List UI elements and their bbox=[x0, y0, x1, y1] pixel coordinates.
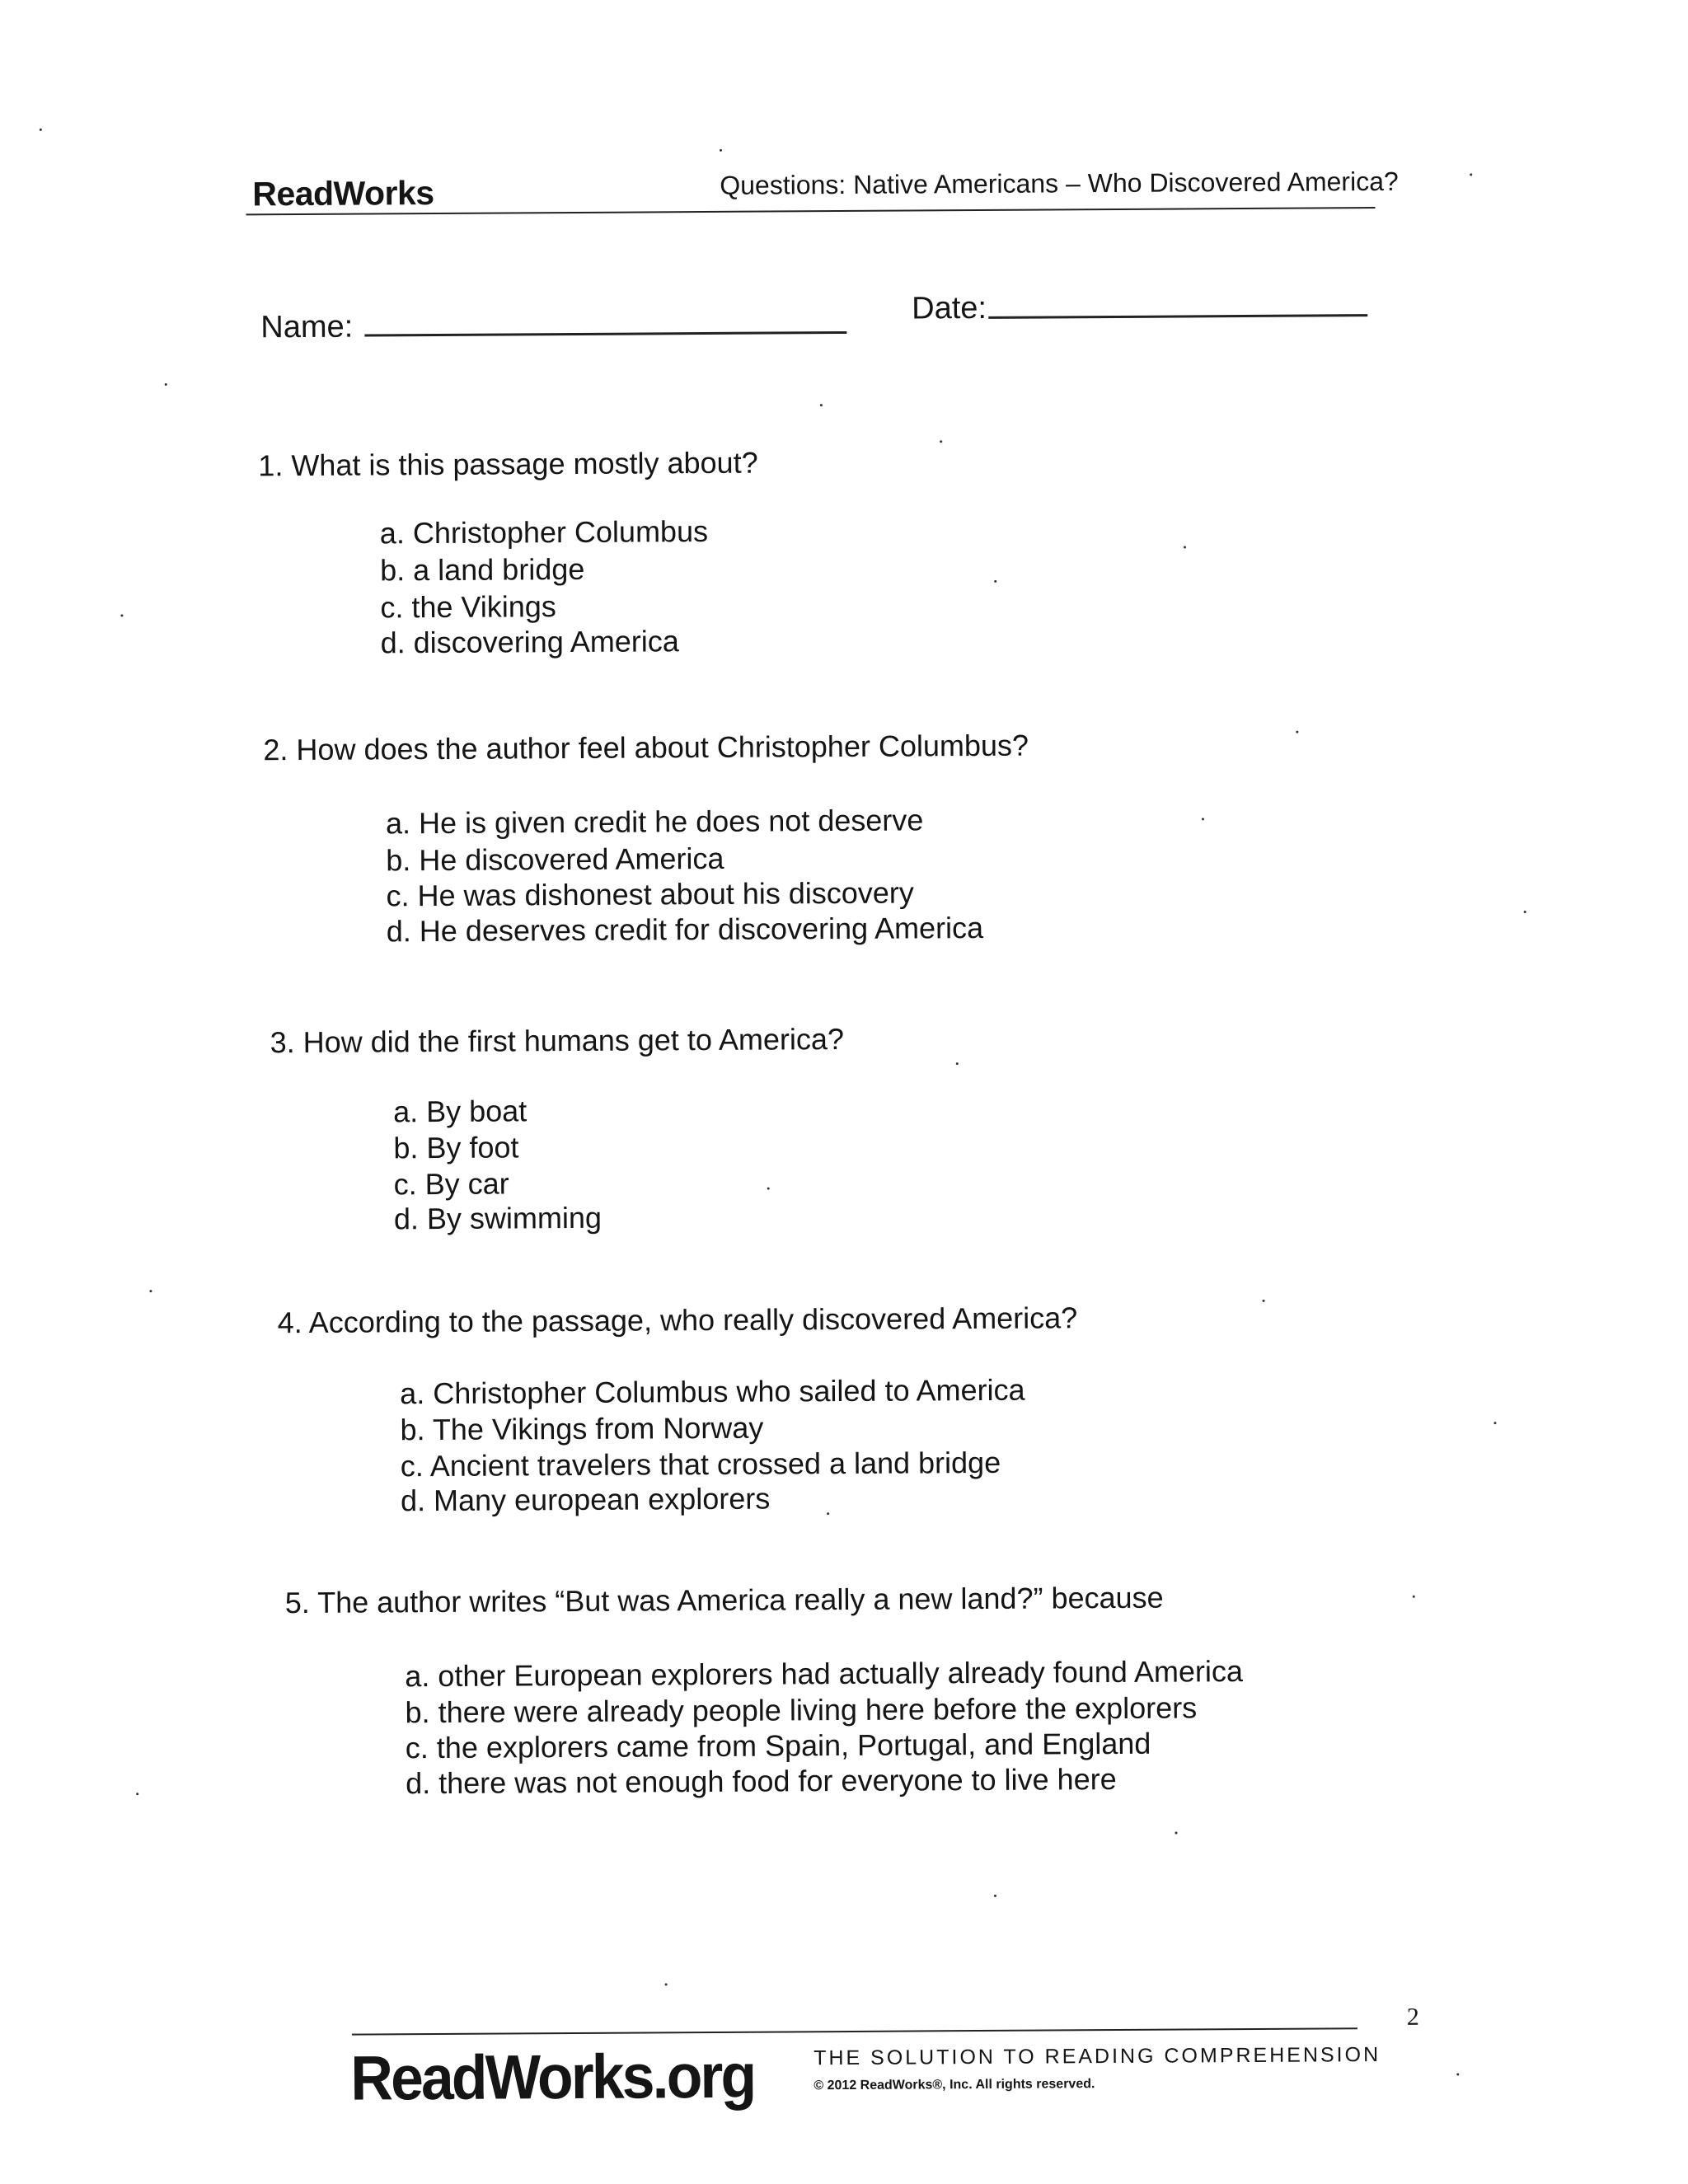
scan-speck bbox=[767, 1188, 770, 1190]
scan-speck bbox=[1175, 1832, 1177, 1835]
question-1-option-b[interactable]: b. a land bridge bbox=[379, 551, 585, 588]
question-3-option-b[interactable]: b. By foot bbox=[393, 1130, 519, 1165]
scan-speck bbox=[1413, 1596, 1415, 1598]
question-2-option-d[interactable]: d. He deserves credit for discovering America bbox=[386, 910, 984, 949]
scan-speck bbox=[665, 1983, 668, 1985]
scan-speck bbox=[165, 383, 167, 386]
footer-brand: ReadWorks.org bbox=[350, 2041, 755, 2114]
name-label: Name: bbox=[260, 309, 354, 345]
footer-tagline: THE SOLUTION TO READING COMPREHENSION bbox=[814, 2043, 1381, 2070]
question-5-option-b[interactable]: b. there were already people living here before the explorers bbox=[405, 1690, 1198, 1730]
question-3-option-a[interactable]: a. By boat bbox=[393, 1094, 528, 1129]
question-2-option-c[interactable]: c. He was dishonest about his discovery bbox=[386, 875, 914, 913]
question-4: 4. According to the passage, who really discovered America? bbox=[277, 1301, 1078, 1340]
scan-speck bbox=[827, 1512, 829, 1515]
question-2: 2. How does the author feel about Christopher Columbus? bbox=[263, 728, 1029, 767]
question-1-option-a[interactable]: a. Christopher Columbus bbox=[379, 513, 709, 551]
question-5-option-d[interactable]: d. there was not enough food for everyone to live here bbox=[405, 1761, 1117, 1801]
scan-speck bbox=[1456, 2073, 1459, 2075]
question-1-option-d[interactable]: d. discovering America bbox=[380, 624, 679, 660]
scan-speck bbox=[1524, 911, 1526, 913]
header-title: Questions: Native Americans – Who Discovered America? bbox=[720, 166, 1399, 200]
date-field[interactable] bbox=[988, 314, 1367, 319]
scan-speck bbox=[120, 614, 123, 616]
page-number: 2 bbox=[1406, 2003, 1419, 2031]
question-2-option-a[interactable]: a. He is given credit he does not deserve bbox=[385, 803, 924, 841]
scan-speck bbox=[136, 1793, 138, 1795]
question-5: 5. The author writes “But was America really a new land?” because bbox=[284, 1580, 1164, 1620]
question-1: 1. What is this passage mostly about? bbox=[258, 445, 758, 483]
question-4-option-b[interactable]: b. The Vikings from Norway bbox=[400, 1410, 764, 1447]
question-2-option-b[interactable]: b. He discovered America bbox=[386, 841, 724, 878]
scan-speck bbox=[994, 580, 996, 583]
scan-speck bbox=[1263, 1300, 1265, 1302]
scan-speck bbox=[940, 440, 942, 443]
scan-speck bbox=[1184, 546, 1186, 548]
footer-copyright: © 2012 ReadWorks®, Inc. All rights reserved. bbox=[814, 2077, 1095, 2093]
name-field[interactable] bbox=[364, 331, 846, 337]
scan-speck bbox=[994, 1895, 996, 1897]
scan-speck bbox=[720, 149, 722, 152]
question-4-option-a[interactable]: a. Christopher Columbus who sailed to America bbox=[400, 1372, 1025, 1411]
question-1-option-c[interactable]: c. the Vikings bbox=[380, 589, 556, 625]
question-4-option-d[interactable]: d. Many european explorers bbox=[400, 1481, 771, 1518]
header-brand: ReadWorks bbox=[252, 174, 434, 213]
footer-divider bbox=[352, 2027, 1357, 2035]
question-3-option-d[interactable]: d. By swimming bbox=[393, 1200, 603, 1236]
scan-speck bbox=[149, 1290, 152, 1292]
scan-speck bbox=[1202, 818, 1204, 820]
scan-speck bbox=[1296, 731, 1298, 733]
question-3: 3. How did the first humans get to America? bbox=[270, 1021, 845, 1060]
question-3-option-c[interactable]: c. By car bbox=[393, 1166, 509, 1202]
scan-speck bbox=[1493, 1422, 1496, 1424]
scan-speck bbox=[820, 404, 823, 406]
date-label: Date: bbox=[912, 290, 987, 326]
scan-speck bbox=[1470, 173, 1472, 176]
question-5-option-c[interactable]: c. the explorers came from Spain, Portugal, and England bbox=[405, 1726, 1151, 1765]
question-4-option-c[interactable]: c. Ancient travelers that crossed a land bridge bbox=[400, 1445, 1001, 1483]
scan-speck bbox=[40, 129, 42, 131]
question-5-option-a[interactable]: a. other European explorers had actually already found America bbox=[405, 1654, 1244, 1694]
scan-speck bbox=[956, 1062, 959, 1065]
